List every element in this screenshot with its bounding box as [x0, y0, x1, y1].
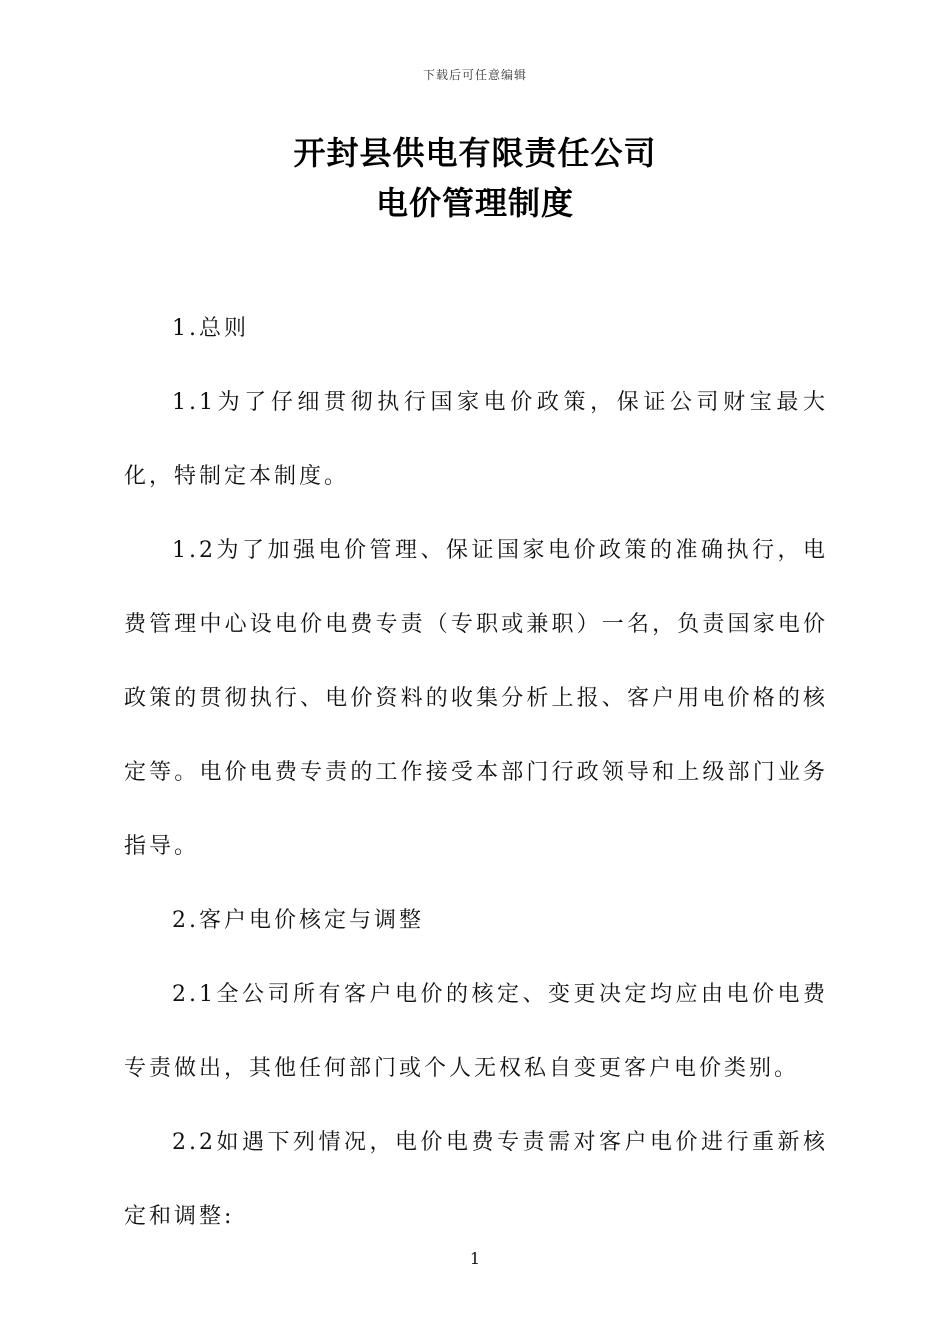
paragraph-1-2: 1.2为了加强电价管理、保证国家电价政策的准确执行，电费管理中心设电价电费专责（专职或兼职）一名，负责国家电价政策的贯彻执行、电价资料的收集分析上报、客户用电价格的核定等。电价电费专责的工作接受本部门行政领导和上级部门业务指导。: [124, 538, 828, 859]
paragraph-1-1: 1.1为了仔细贯彻执行国家电价政策，保证公司财宝最大化，特制定本制度。: [124, 390, 828, 489]
section-heading-general: 1.总则: [172, 316, 249, 341]
section-heading-customer-price: 2.客户电价核定与调整: [172, 908, 424, 933]
header-note: 下载后可任意编辑: [422, 68, 527, 82]
document-body: [124, 292, 828, 1254]
document-title-line-2: 电价管理制度: [375, 184, 574, 222]
paragraph-2-2: 2.2如遇下列情况，电价电费专责需对客户电价进行重新核定和调整:: [124, 1130, 828, 1229]
paragraph-2-1: 2.1全公司所有客户电价的核定、变更决定均应由电价电费专责做出，其他任何部门或个人无权私自变更客户电价类别。: [124, 982, 828, 1081]
page-number: 1: [469, 1249, 481, 1268]
document-title-line-1: 开封县供电有限责任公司: [293, 134, 657, 172]
